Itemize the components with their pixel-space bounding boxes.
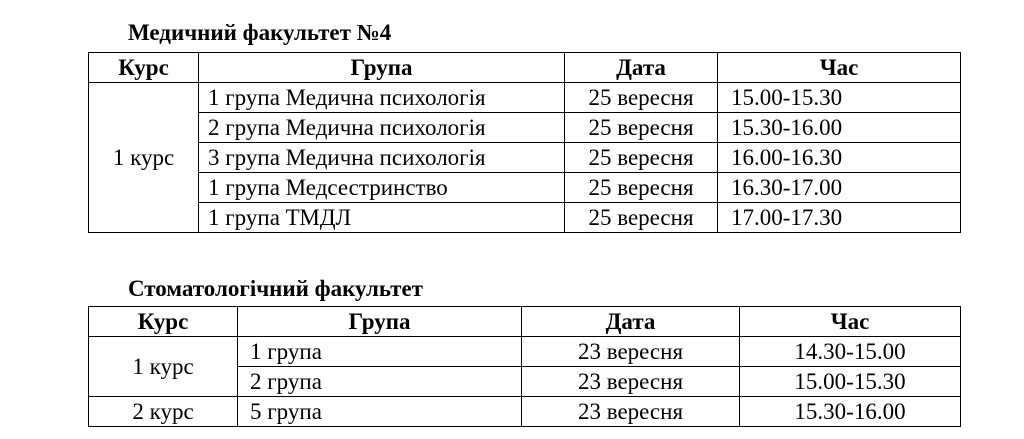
course-cell: 2 курс [89, 397, 238, 427]
date-cell: 25 вересня [565, 203, 718, 233]
time-cell: 15.00-15.30 [718, 83, 961, 113]
header-course: Курс [89, 53, 199, 83]
group-cell: 1 група Медична психологія [199, 83, 565, 113]
medical-faculty-title: Медичний факультет №4 [128, 20, 392, 45]
date-cell: 25 вересня [565, 173, 718, 203]
group-cell: 1 група ТМДЛ [199, 203, 565, 233]
group-cell: 5 група [238, 397, 522, 427]
header-time: Час [718, 53, 961, 83]
time-cell: 16.30-17.00 [718, 173, 961, 203]
medical-schedule-table [88, 52, 961, 233]
header-date: Дата [565, 53, 718, 83]
table-row [89, 397, 961, 427]
dental-faculty-title: Стоматологічний факультет [128, 276, 423, 301]
date-cell: 25 вересня [565, 83, 718, 113]
date-cell: 25 вересня [565, 113, 718, 143]
table-header-row [89, 53, 961, 83]
time-cell: 15.30-16.00 [740, 397, 961, 427]
group-cell: 3 група Медична психологія [199, 143, 565, 173]
header-date: Дата [522, 307, 740, 337]
group-cell: 1 група [238, 337, 522, 367]
group-cell: 2 група Медична психологія [199, 113, 565, 143]
date-cell: 23 вересня [522, 367, 740, 397]
date-cell: 25 вересня [565, 143, 718, 173]
table-header-row [89, 307, 961, 337]
date-cell: 23 вересня [522, 337, 740, 367]
course-cell: 1 курс [89, 337, 238, 397]
table-row [89, 173, 961, 203]
time-cell: 17.00-17.30 [718, 203, 961, 233]
table-row [89, 83, 961, 113]
course-cell: 1 курс [89, 83, 199, 233]
dental-schedule-table [88, 306, 961, 427]
table-row [89, 113, 961, 143]
date-cell: 23 вересня [522, 397, 740, 427]
time-cell: 16.00-16.30 [718, 143, 961, 173]
time-cell: 14.30-15.00 [740, 337, 961, 367]
header-group: Група [199, 53, 565, 83]
group-cell: 2 група [238, 367, 522, 397]
table-row [89, 143, 961, 173]
time-cell: 15.00-15.30 [740, 367, 961, 397]
header-group: Група [238, 307, 522, 337]
table-row [89, 203, 961, 233]
header-time: Час [740, 307, 961, 337]
table-row [89, 337, 961, 367]
group-cell: 1 група Медсестринство [199, 173, 565, 203]
header-course: Курс [89, 307, 238, 337]
time-cell: 15.30-16.00 [718, 113, 961, 143]
